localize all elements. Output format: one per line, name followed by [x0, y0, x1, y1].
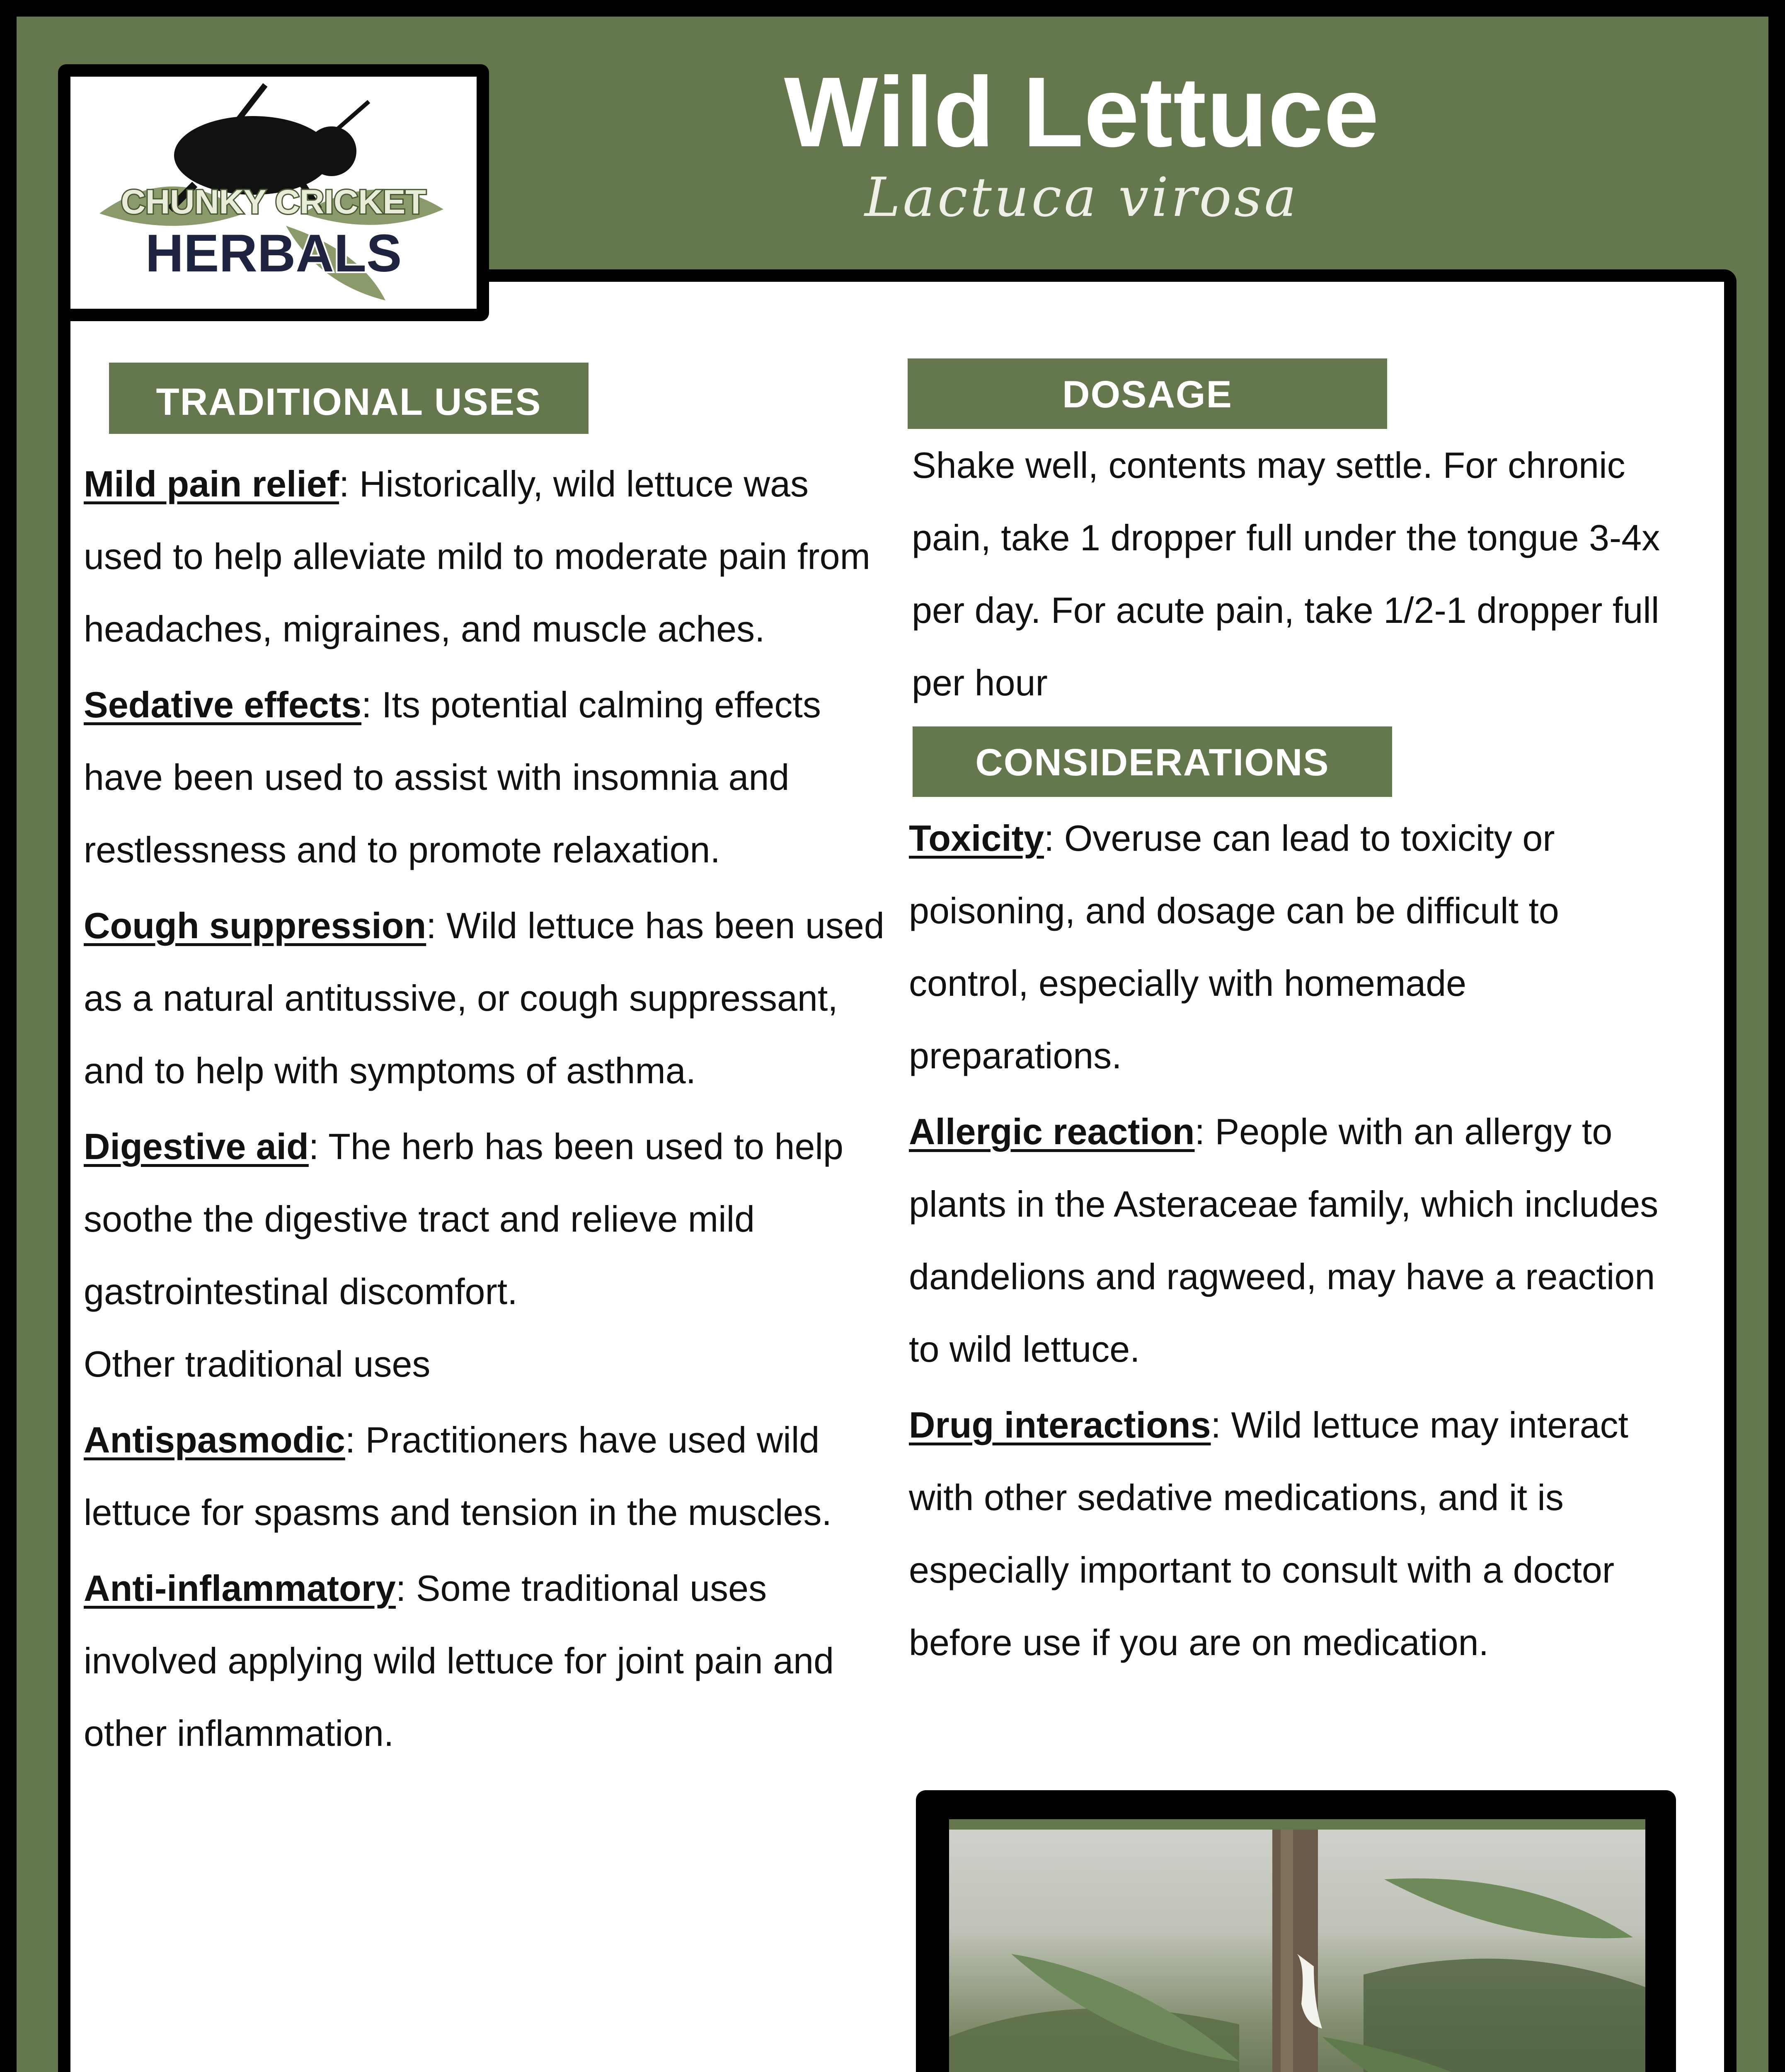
- photo-image: [949, 1830, 1645, 2072]
- term: Antispasmodic: [84, 1419, 345, 1460]
- list-item: [84, 1404, 888, 1549]
- logo-graphic: [70, 77, 477, 309]
- description: : Practitioners have used wild lettuce for spasms and tension in the muscles.: [84, 1419, 832, 1533]
- term: Mild pain relief: [84, 463, 339, 504]
- description: : Some traditional uses involved applying wild lettuce for joint pain and other inflammation.: [84, 1568, 834, 1754]
- description: : Overuse can lead to toxicity or poisoning, and dosage can be difficult to control, especially with homemade preparations.: [909, 818, 1559, 1076]
- term: Allergic reaction: [909, 1111, 1195, 1152]
- description: : Wild lettuce may interact with other sedative medications, and it is especially important to consult with a doctor before use if you are on medication.: [909, 1404, 1628, 1663]
- traditional-uses-heading: TRADITIONAL USES: [109, 363, 589, 434]
- logo-line2: HERBALS: [145, 224, 402, 283]
- quote-text: [99, 2070, 912, 2072]
- considerations-heading: CONSIDERATIONS: [913, 726, 1392, 797]
- dosage-section: [912, 429, 1691, 722]
- wild-lettuce-stem-image: [949, 1830, 1645, 2072]
- quote: [99, 2070, 912, 2072]
- header: [497, 56, 1666, 229]
- term: Drug interactions: [909, 1404, 1211, 1445]
- plant-photo: [949, 1819, 1645, 2072]
- considerations-list: [909, 802, 1688, 1682]
- list-item: [84, 1552, 888, 1769]
- page-subtitle: Lactuca virosa: [865, 166, 1299, 229]
- list-item: [84, 889, 888, 1107]
- term: Digestive aid: [84, 1126, 309, 1167]
- description: : The herb has been used to help soothe the digestive tract and relieve mild gastrointestinal discomfort.: [84, 1126, 843, 1312]
- description: : People with an allergy to plants in the Asteraceae family, which includes dandelions and ragweed, may have a reaction to wild lettuce.: [909, 1111, 1659, 1370]
- dosage-heading: DOSAGE: [908, 358, 1387, 429]
- list-item: [84, 668, 888, 886]
- description: : Its potential calming effects have been used to assist with insomnia and restlessness and to promote relaxation.: [84, 684, 821, 870]
- term: Sedative effects: [84, 684, 362, 725]
- list-item: [909, 802, 1688, 1092]
- page-title: Wild Lettuce: [784, 56, 1380, 167]
- description: : Wild lettuce has been used as a natural antitussive, or cough suppressant, and to help with symptoms of asthma.: [84, 905, 884, 1091]
- list-item: [909, 1095, 1688, 1385]
- other-uses-heading: Other traditional uses: [84, 1343, 431, 1385]
- list-item: [84, 1110, 888, 1328]
- dosage-text: Shake well, contents may settle. For chronic pain, take 1 dropper full under the tongue 3-4x per day. For acute pain, take 1/2-1 dropper full per hour: [912, 445, 1660, 703]
- list-item: [84, 448, 888, 665]
- term: Cough suppression: [84, 905, 426, 946]
- logo-line1: CHUNKY CRICKET: [121, 183, 426, 221]
- traditional-uses-list: [84, 448, 888, 1773]
- logo: [70, 77, 477, 309]
- description: : Historically, wild lettuce was used to help alleviate mild to moderate pain from headaches, migraines, and muscle aches.: [84, 463, 870, 649]
- list-item: [909, 1389, 1688, 1679]
- term: Toxicity: [909, 818, 1044, 859]
- term: Anti-inflammatory: [84, 1568, 396, 1609]
